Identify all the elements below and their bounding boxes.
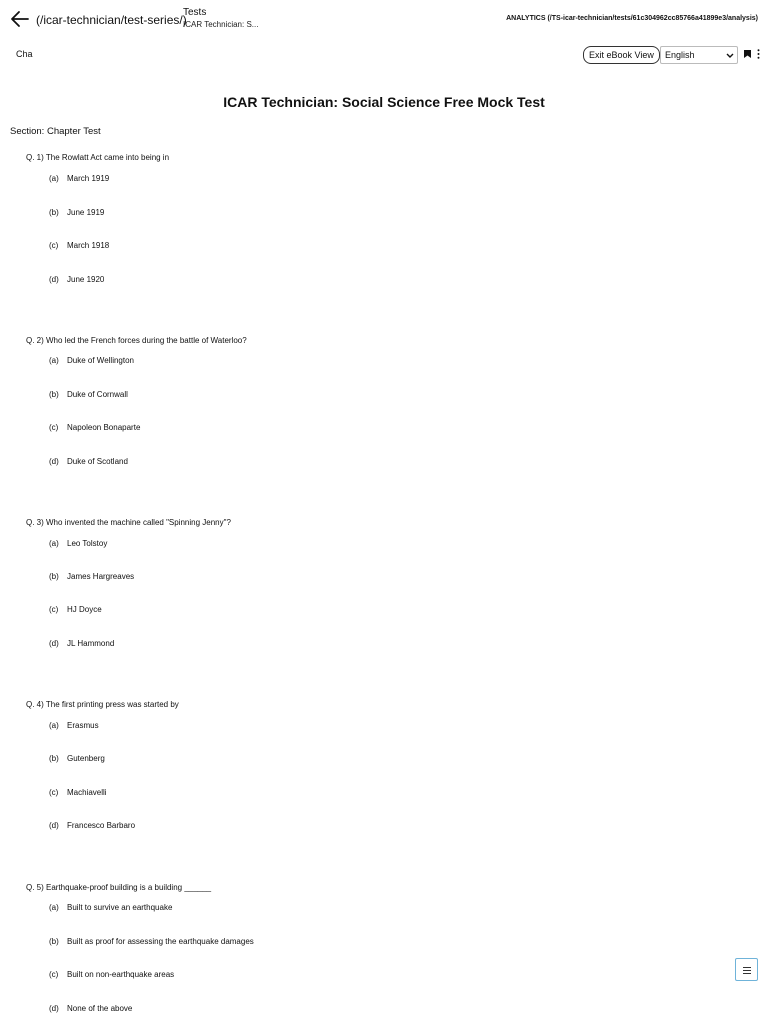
option-letter: (c) — [49, 423, 59, 432]
option-text: Duke of Cornwall — [67, 390, 128, 399]
option-text: Leo Tolstoy — [67, 539, 108, 548]
option-b[interactable] — [49, 390, 128, 399]
question-4 — [26, 699, 726, 830]
option-text: Built to survive an earthquake — [67, 903, 173, 912]
chapter-label: Cha — [16, 49, 33, 59]
option-letter: (d) — [49, 275, 59, 284]
option-c[interactable] — [49, 423, 140, 432]
option-text: None of the above — [67, 1004, 133, 1013]
option-letter: (a) — [49, 903, 59, 912]
section-label: Section: Chapter Test — [10, 126, 101, 137]
option-letter: (d) — [49, 639, 59, 648]
question-text: Q. 1) The Rowlatt Act came into being in — [26, 153, 170, 162]
analytics-link[interactable]: ANALYTICS (/TS-icar-technician/tests/61c304962cc85766a41899e3/analysis) — [506, 15, 758, 22]
breadcrumb — [183, 7, 258, 29]
option-text: JL Hammond — [67, 639, 115, 648]
exit-ebook-view-button[interactable]: Exit eBook View — [583, 46, 660, 64]
option-text: March 1919 — [67, 174, 110, 183]
option-letter: (c) — [49, 788, 59, 797]
option-a[interactable] — [49, 356, 134, 365]
option-letter: (d) — [49, 821, 59, 830]
floating-menu-button[interactable] — [735, 958, 758, 981]
back-link[interactable]: (/icar-technician/test-series/) — [36, 13, 187, 27]
option-text: Built as proof for assessing the earthquake damages — [67, 937, 254, 946]
option-letter: (b) — [49, 572, 59, 581]
option-text: March 1918 — [67, 241, 110, 250]
option-text: Built on non-earthquake areas — [67, 970, 175, 979]
option-letter: (a) — [49, 356, 59, 365]
question-text: Q. 4) The first printing press was started by — [26, 700, 179, 709]
option-text: James Hargreaves — [67, 572, 135, 581]
option-b[interactable] — [49, 208, 104, 217]
question-5 — [26, 882, 726, 1013]
bookmark-icon[interactable] — [744, 50, 751, 58]
page-title: ICAR Technician: Social Science Free Mock Test — [223, 94, 545, 110]
option-a[interactable] — [49, 721, 99, 730]
option-letter: (a) — [49, 539, 59, 548]
option-letter: (d) — [49, 1004, 59, 1013]
question-text: Q. 2) Who led the French forces during the battle of Waterloo? — [26, 336, 247, 345]
option-text: Gutenberg — [67, 754, 105, 763]
option-text: Machiavelli — [67, 788, 107, 797]
option-letter: (d) — [49, 457, 59, 466]
option-letter: (b) — [49, 208, 59, 217]
option-text: Napoleon Bonaparte — [67, 423, 141, 432]
option-letter: (c) — [49, 605, 59, 614]
chevron-down-icon — [726, 47, 734, 65]
option-b[interactable] — [49, 937, 254, 946]
option-letter: (c) — [49, 241, 59, 250]
option-letter: (a) — [49, 721, 59, 730]
question-text: Q. 5) Earthquake-proof building is a building ______ — [26, 883, 212, 892]
option-text: Duke of Wellington — [67, 356, 134, 365]
option-letter: (b) — [49, 937, 59, 946]
option-c[interactable] — [49, 970, 174, 979]
question-1 — [26, 152, 726, 284]
option-a[interactable] — [49, 903, 172, 912]
language-select[interactable] — [660, 46, 738, 64]
question-text: Q. 3) Who invented the machine called "Spinning Jenny"? — [26, 518, 231, 527]
option-letter: (a) — [49, 174, 59, 183]
option-a[interactable] — [49, 539, 107, 548]
question-3 — [26, 517, 726, 648]
option-d[interactable] — [49, 457, 128, 466]
option-text: Francesco Barbaro — [67, 821, 136, 830]
language-select-value: English — [665, 50, 695, 60]
option-letter: (b) — [49, 754, 59, 763]
option-text: Erasmus — [67, 721, 99, 730]
option-d[interactable] — [49, 275, 104, 284]
option-letter: (b) — [49, 390, 59, 399]
option-d[interactable] — [49, 821, 135, 830]
toolbar — [0, 44, 768, 68]
option-text: HJ Doyce — [67, 605, 102, 614]
breadcrumb-title[interactable]: Tests — [183, 7, 207, 18]
breadcrumb-subtitle: ICAR Technician: S... — [183, 20, 259, 29]
option-b[interactable] — [49, 754, 105, 763]
option-c[interactable] — [49, 241, 109, 250]
question-2 — [26, 335, 726, 466]
option-c[interactable] — [49, 605, 102, 614]
option-a[interactable] — [49, 174, 109, 183]
option-text: June 1919 — [67, 208, 105, 217]
arrow-left-icon[interactable] — [10, 10, 30, 28]
option-d[interactable] — [49, 1004, 132, 1013]
option-d[interactable] — [49, 639, 114, 648]
option-text: Duke of Scotland — [67, 457, 128, 466]
top-bar — [0, 0, 768, 38]
option-text: June 1920 — [67, 275, 105, 284]
more-vertical-icon[interactable] — [757, 49, 760, 59]
option-b[interactable] — [49, 572, 134, 581]
option-letter: (c) — [49, 970, 59, 979]
option-c[interactable] — [49, 788, 107, 797]
